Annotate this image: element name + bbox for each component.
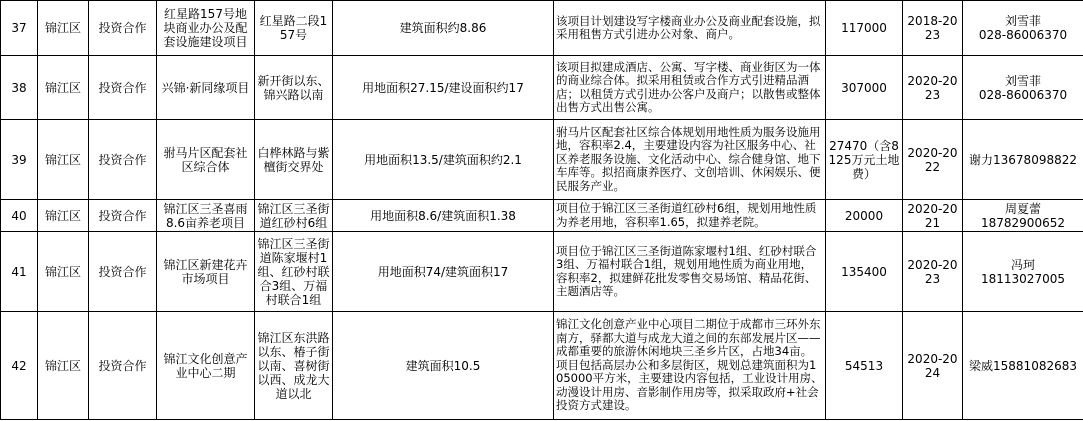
table-row [1,200,1083,232]
scale-cell: 用地面积13.5/建筑面积约2.1 [333,120,554,200]
district-cell: 锦江区 [38,120,89,200]
contact-cell [963,1,1083,56]
contact-name: 周夏蕾 [1004,201,1041,216]
cooperation-mode-cell: 投资合作 [89,120,157,200]
description-cell: 驸马片区配套社区综合体规划用地性质为服务设施用地，容积率2.4，主要建设内容为社区服务中心、社区养老服务设施、文化活动中心、综合健身馆、地下车库等。拟招商康养医疗、文创培训、休闲娱乐、便民服务产业。 [554,120,826,200]
contact-cell [963,312,1083,420]
cooperation-mode-cell: 投资合作 [89,56,157,120]
row-number: 41 [1,232,38,312]
table-row [1,120,1083,200]
description-cell: 锦江文化创意产业中心项目二期位于成都市三环外东南方，驿都大道与成龙大道之间的东部发展片区——成都重要的旅游休闲地块三圣乡片区，占地34亩。项目包括高层办公和多层街区，规划总建筑面积为105000平方米，主要建设内容包括，工业设计用房、动漫设计用房、音影制作用房等，拟采取政府+社会投资方式建设。 [554,312,826,420]
scale-cell: 建筑面积10.5 [333,312,554,420]
scale-cell: 用地面积8.6/建筑面积1.38 [333,200,554,232]
period-cell: 2020-2023 [903,56,963,120]
project-name-cell: 锦江区三圣喜雨8.6亩养老项目 [157,200,255,232]
contact-name: 刘雪菲 [1004,14,1041,28]
investment-cell: 20000 [826,200,903,232]
cooperation-mode-cell: 投资合作 [89,200,157,232]
table-row [1,1,1083,56]
row-number: 39 [1,120,38,200]
contact-cell [963,56,1083,120]
cooperation-mode-cell: 投资合作 [89,1,157,56]
contact-name: 谢力 [969,152,994,167]
contact-phone: 15881082683 [993,358,1077,373]
district-cell: 锦江区 [38,200,89,232]
period-cell: 2018-2023 [903,1,963,56]
table-row [1,312,1083,420]
contact-cell [963,120,1083,200]
investment-cell: 27470（含8125万元土地费） [826,120,903,200]
district-cell: 锦江区 [38,312,89,420]
description-cell: 项目位于锦江区三圣街道红砂村6组，规划用地性质为养老用地，容积率1.65，拟建养老院。 [554,200,826,232]
investment-cell: 135400 [826,232,903,312]
investment-cell: 307000 [826,56,903,120]
contact-cell [963,200,1083,232]
contact-name: 刘雪菲 [1004,73,1041,88]
project-name-cell: 锦江文化创意产业中心二期 [157,312,255,420]
contact-cell [963,232,1083,312]
project-name-cell: 驸马片区配套社区综合体 [157,120,255,200]
contact-phone: 13678098822 [993,152,1077,167]
location-cell: 锦江区东洪路以东、椿子街以南、喜树街以西、成龙大道以北 [255,312,333,420]
table-row [1,232,1083,312]
contact-phone: 18113027005 [981,271,1065,286]
location-cell: 锦江区三圣街道陈家堰村1组、红砂村联合3组、万福村联合1组 [255,232,333,312]
scale-cell: 用地面积74/建筑面积17 [333,232,554,312]
contact-name: 梁威 [969,358,994,373]
contact-phone: 18782900652 [981,215,1065,230]
description-cell: 项目位于锦江区三圣街道陈家堰村1组、红砂村联合3组、万福村联合1组，规划用地性质为商业用地，容积率2，拟建鲜花批发零售交易场馆、精品花街、主题酒店等。 [554,232,826,312]
period-cell: 2020-2023 [903,232,963,312]
description-cell: 该项目拟建成酒店、公寓、写字楼、商业街区为一体的商业综合体。拟采用租赁或合作方式引进精品酒店；以租赁方式引进办公客户及商户；以散售或整体出售方式出售公寓。 [554,56,826,120]
location-cell: 锦江区三圣街道红砂村6组 [255,200,333,232]
investment-cell: 117000 [826,1,903,56]
district-cell: 锦江区 [38,1,89,56]
location-cell: 红星路二段157号 [255,1,333,56]
cooperation-mode-cell: 投资合作 [89,312,157,420]
row-number: 40 [1,200,38,232]
contact-phone: 028-86006370 [978,28,1068,42]
project-name-cell: 红星路157号地块商业办公及配套设施建设项目 [157,1,255,56]
row-number: 42 [1,312,38,420]
period-cell: 2020-2022 [903,120,963,200]
row-number: 37 [1,1,38,56]
cooperation-mode-cell: 投资合作 [89,232,157,312]
location-cell: 白桦林路与紫檀街交界处 [255,120,333,200]
project-name-cell: 锦江区新建花卉市场项目 [157,232,255,312]
table-row [1,56,1083,120]
contact-phone: 028-86006370 [978,87,1068,102]
description-cell: 该项目计划建设写字楼商业办公及商业配套设施，拟采用租售方式引进办公对象、商户。 [554,1,826,56]
district-cell: 锦江区 [38,232,89,312]
scale-cell: 用地面积27.15/建设面积约17 [333,56,554,120]
period-cell: 2020-2021 [903,200,963,232]
investment-cell: 54513 [826,312,903,420]
period-cell: 2020-2024 [903,312,963,420]
row-number: 38 [1,56,38,120]
contact-name: 冯珂 [1010,257,1035,272]
scale-cell: 建筑面积约8.86 [333,1,554,56]
district-cell: 锦江区 [38,56,89,120]
project-name-cell: 兴锦·新同缘项目 [157,56,255,120]
location-cell: 新开街以东、锦兴路以南 [255,56,333,120]
